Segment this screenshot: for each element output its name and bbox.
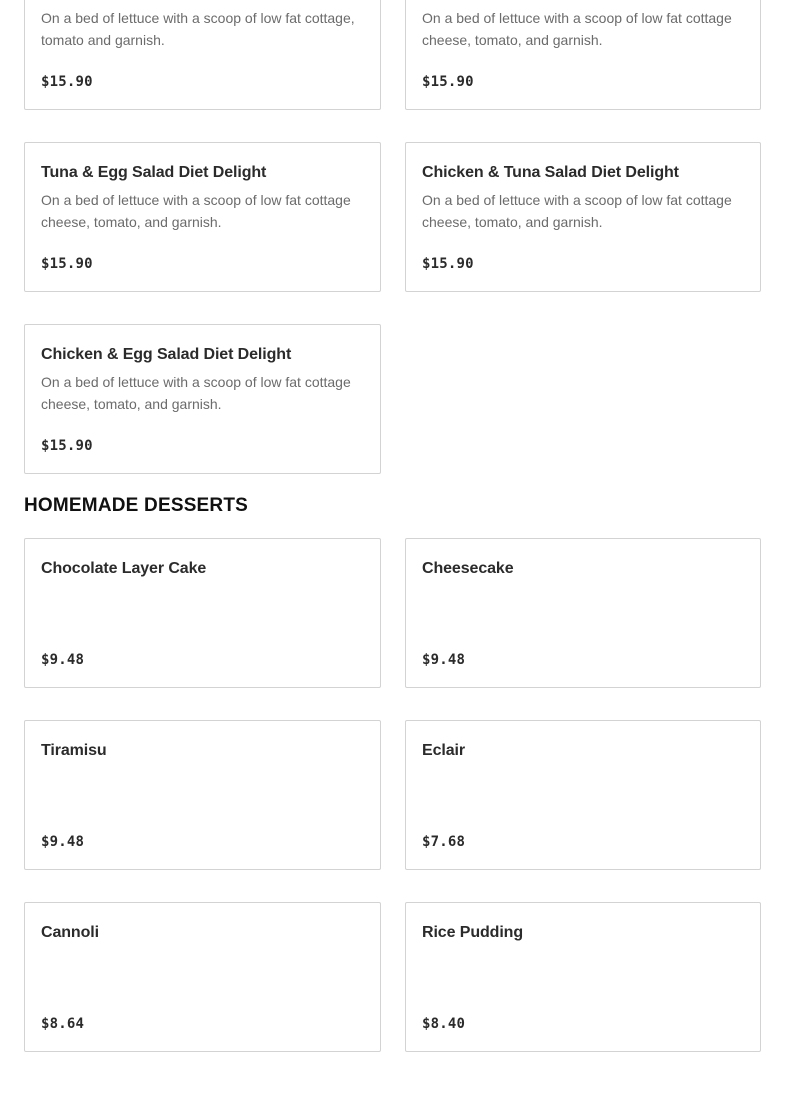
menu-item-name: Cannoli bbox=[41, 924, 99, 941]
menu-item-price: $8.64 bbox=[41, 1016, 85, 1032]
menu-item-price: $15.90 bbox=[422, 74, 474, 90]
menu-item-card[interactable] bbox=[405, 902, 761, 1052]
menu-item-price: $9.48 bbox=[41, 834, 85, 850]
menu-page bbox=[24, 0, 761, 1052]
menu-item-name bbox=[422, 0, 748, 1]
menu-item-price: $9.48 bbox=[422, 652, 466, 668]
menu-item-name bbox=[41, 0, 368, 1]
menu-item-card[interactable] bbox=[405, 720, 761, 870]
menu-item-name: Chicken & Tuna Salad Diet Delight bbox=[422, 164, 679, 181]
section-title-desserts: HOMEMADE DESSERTS bbox=[24, 495, 249, 516]
diet-delights-grid bbox=[24, 0, 761, 474]
menu-item-description: On a bed of lettuce with a scoop of low fat cottage cheese, tomato, and garnish. bbox=[41, 192, 351, 230]
menu-item-price: $15.90 bbox=[41, 256, 93, 272]
menu-item-card[interactable] bbox=[405, 142, 761, 292]
menu-item-price: $9.48 bbox=[41, 652, 85, 668]
menu-item-card[interactable] bbox=[24, 0, 381, 110]
menu-item-card[interactable] bbox=[24, 902, 381, 1052]
menu-item-description: On a bed of lettuce with a scoop of low fat cottage, tomato and garnish. bbox=[41, 10, 355, 48]
menu-item-card[interactable] bbox=[405, 0, 761, 110]
menu-item-card[interactable] bbox=[24, 324, 381, 474]
menu-item-description: On a bed of lettuce with a scoop of low fat cottage cheese, tomato, and garnish. bbox=[422, 192, 732, 230]
menu-item-name: Cheesecake bbox=[422, 560, 514, 577]
menu-item-price: $7.68 bbox=[422, 834, 466, 850]
menu-item-name: Chicken & Egg Salad Diet Delight bbox=[41, 346, 292, 363]
menu-item-name: Tiramisu bbox=[41, 742, 107, 759]
menu-item-name: Chocolate Layer Cake bbox=[41, 560, 207, 577]
menu-item-description: On a bed of lettuce with a scoop of low fat cottage cheese, tomato, and garnish. bbox=[41, 374, 351, 412]
desserts-grid bbox=[24, 538, 761, 1052]
menu-item-name: Rice Pudding bbox=[422, 924, 524, 941]
menu-item-name: Tuna & Egg Salad Diet Delight bbox=[41, 164, 267, 181]
menu-item-price: $15.90 bbox=[41, 438, 93, 454]
menu-item-card[interactable] bbox=[24, 720, 381, 870]
menu-item-card[interactable] bbox=[405, 538, 761, 688]
menu-item-price: $15.90 bbox=[422, 256, 474, 272]
menu-item-card[interactable] bbox=[24, 538, 381, 688]
menu-item-price: $8.40 bbox=[422, 1016, 466, 1032]
menu-item-card[interactable] bbox=[24, 142, 381, 292]
menu-item-price: $15.90 bbox=[41, 74, 93, 90]
menu-item-name: Eclair bbox=[422, 742, 465, 759]
menu-item-description: On a bed of lettuce with a scoop of low fat cottage cheese, tomato, and garnish. bbox=[422, 10, 732, 48]
